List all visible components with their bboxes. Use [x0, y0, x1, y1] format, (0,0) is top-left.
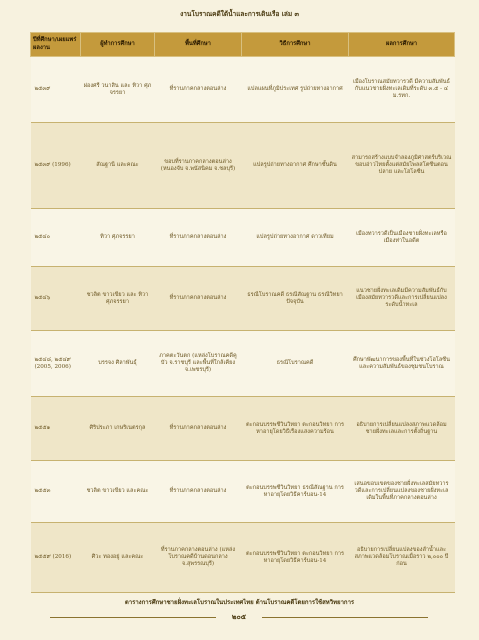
cell-area: ที่ราบภาคกลางตอนล่าง — [155, 57, 242, 123]
table-body — [31, 57, 455, 593]
cell-researcher: บรรจง ศิลาพันธุ์ — [81, 331, 155, 397]
cell-researcher: ผ่องศรี วนาสิน และ ทิวา ศุภจรรยา — [81, 57, 155, 123]
cell-result: อธิบายการเปลี่ยนแปลงของลำน้ำและสภาพแวดล้อมโบราณเมื่อราว ๒,๐๐๐ ปีก่อน — [349, 523, 455, 593]
table-row — [31, 123, 455, 209]
cell-year: ๒๕๔๘, ๒๕๔๙ (2005, 2006) — [31, 331, 81, 397]
column-header-method: วิธีการศึกษา — [242, 33, 349, 57]
cell-year: ๒๕๔๖ — [31, 267, 81, 331]
cell-result: เมืองโบราณสมัยทวารวดี มีความสัมพันธ์กับแนวชายฝั่งทะเลเดิมที่ระดับ ๓.๕ - ๔ ม.รทก. — [349, 57, 455, 123]
footer-rule-right — [262, 617, 428, 618]
cell-researcher: สัณฐานี และคณะ — [81, 123, 155, 209]
cell-result: สามารถสร้างแบบจำลองภูมิศาสตร์บริเวณขอบอ่าวไทยตั้งแต่สมัยไพลสโตซีนตอนปลาย และโฮโลซีน — [349, 123, 455, 209]
cell-method: แปลรูปถ่ายทางอากาศ ดาวเทียม — [242, 209, 349, 267]
cell-year: ๒๕๕๓ — [31, 461, 81, 523]
cell-researcher: ศิริประภา เกษริเนตรกุล — [81, 397, 155, 461]
cell-result: ศึกษาพัฒนาการของพื้นที่ในช่วงโฮโลซีนและความสัมพันธ์ของชุมชนโบราณ — [349, 331, 455, 397]
cell-year: ๒๕๓๙ (1996) — [31, 123, 81, 209]
cell-method: ตะกอนบรรพชีวินวิทยา ตะกอนวิทยา การหาอายุโดยวิธีเรืองแสงความร้อน — [242, 397, 349, 461]
cell-area: ที่ราบภาคกลางตอนล่าง — [155, 461, 242, 523]
table-row — [31, 209, 455, 267]
cell-year: ๒๕๕๑ — [31, 397, 81, 461]
cell-year: ๒๕๕๙ (2016) — [31, 523, 81, 593]
cell-area: ที่ราบภาคกลางตอนล่าง (แหล่งโบราณคดีบ้านดอนกลาง จ.สุพรรณบุรี) — [155, 523, 242, 593]
cell-researcher: ชวลิต ขาวเขียว และ ทิวา ศุภจรรยา — [81, 267, 155, 331]
footer-rule-left — [50, 617, 216, 618]
column-header-researcher: ผู้ทำการศึกษา — [81, 33, 155, 57]
table-row — [31, 57, 455, 123]
table-row — [31, 523, 455, 593]
column-header-year: ปีที่ศึกษา/เผยแพร่ผลงาน — [31, 33, 81, 57]
cell-result: เมืองทวารวดีเป็นเมืองชายฝั่งทะเลหรือเมืองท่าในอดีต — [349, 209, 455, 267]
cell-year: ๒๕๓๙ — [31, 57, 81, 123]
table-row — [31, 331, 455, 397]
cell-result: แนวชายฝั่งทะเลเดิมมีความสัมพันธ์กับเมืองสมัยทวารวดีและการเปลี่ยนแปลงระดับน้ำทะเล — [349, 267, 455, 331]
cell-area: ขอบที่ราบภาคกลางตอนล่าง (หนองจับ จ.พนัสนิคม จ.ชลบุรี) — [155, 123, 242, 209]
page-number: ๒๐๕ — [231, 612, 247, 621]
cell-area: ที่ราบภาคกลางตอนล่าง — [155, 209, 242, 267]
page-header: งานโบราณคดีใต้น้ำและการเดินเรือ เล่ม ๓ — [180, 10, 299, 18]
table-header — [31, 33, 455, 57]
cell-method: แปลแผนที่ภูมิประเทศ รูปถ่ายทางอากาศ — [242, 57, 349, 123]
cell-area: ที่ราบภาคกลางตอนล่าง — [155, 397, 242, 461]
cell-result: อธิบายการเปลี่ยนแปลงสภาพแวดล้อมชายฝั่งทะเลและการตั้งถิ่นฐาน — [349, 397, 455, 461]
cell-area: ภาคตะวันตก (แหล่งโบราณคดีคูบัว จ.ราชบุรี และพื้นที่ใกล้เคียง จ.เพชรบุรี) — [155, 331, 242, 397]
column-header-area: พื้นที่ศึกษา — [155, 33, 242, 57]
table-row — [31, 397, 455, 461]
cell-method: ธรณีโบราณคดี — [242, 331, 349, 397]
research-table — [30, 32, 455, 593]
cell-method: ธรณีโบราณคดี ธรณีสัณฐาน ธรณีวิทยาปัจจุบัน — [242, 267, 349, 331]
cell-researcher: ทิวา ศุภจรรยา — [81, 209, 155, 267]
table-row — [31, 267, 455, 331]
cell-researcher: ชวลิต ขาวเขียว และคณะ — [81, 461, 155, 523]
table-caption: ตารางการศึกษาชายฝั่งทะเลโบราณในประเทศไทย ด้านโบราณคดีโดยการใช้สหวิทยาการ — [124, 599, 355, 606]
cell-method: ตะกอนบรรพชีวินวิทยา ธรณีสัณฐาน การหาอายุโดยวิธีคาร์บอน-14 — [242, 461, 349, 523]
cell-researcher: ศิวะ ทองอยู่ และคณะ — [81, 523, 155, 593]
cell-year: ๒๕๔๐ — [31, 209, 81, 267]
cell-method: แปลรูปถ่ายทางอากาศ ศึกษาชั้นดิน — [242, 123, 349, 209]
cell-result: เสนอขอบเขตของชายฝั่งทะเลสมัยทวารวดีและการเปลี่ยนแปลงของชายฝั่งทะเลเดิมในพื้นที่ภาคกลางตอนล่าง — [349, 461, 455, 523]
table-row — [31, 461, 455, 523]
cell-area: ที่ราบภาคกลางตอนล่าง — [155, 267, 242, 331]
column-header-result: ผลการศึกษา — [349, 33, 455, 57]
cell-method: ตะกอนบรรพชีวินวิทยา ตะกอนวิทยา การหาอายุโดยวิธีคาร์บอน-14 — [242, 523, 349, 593]
